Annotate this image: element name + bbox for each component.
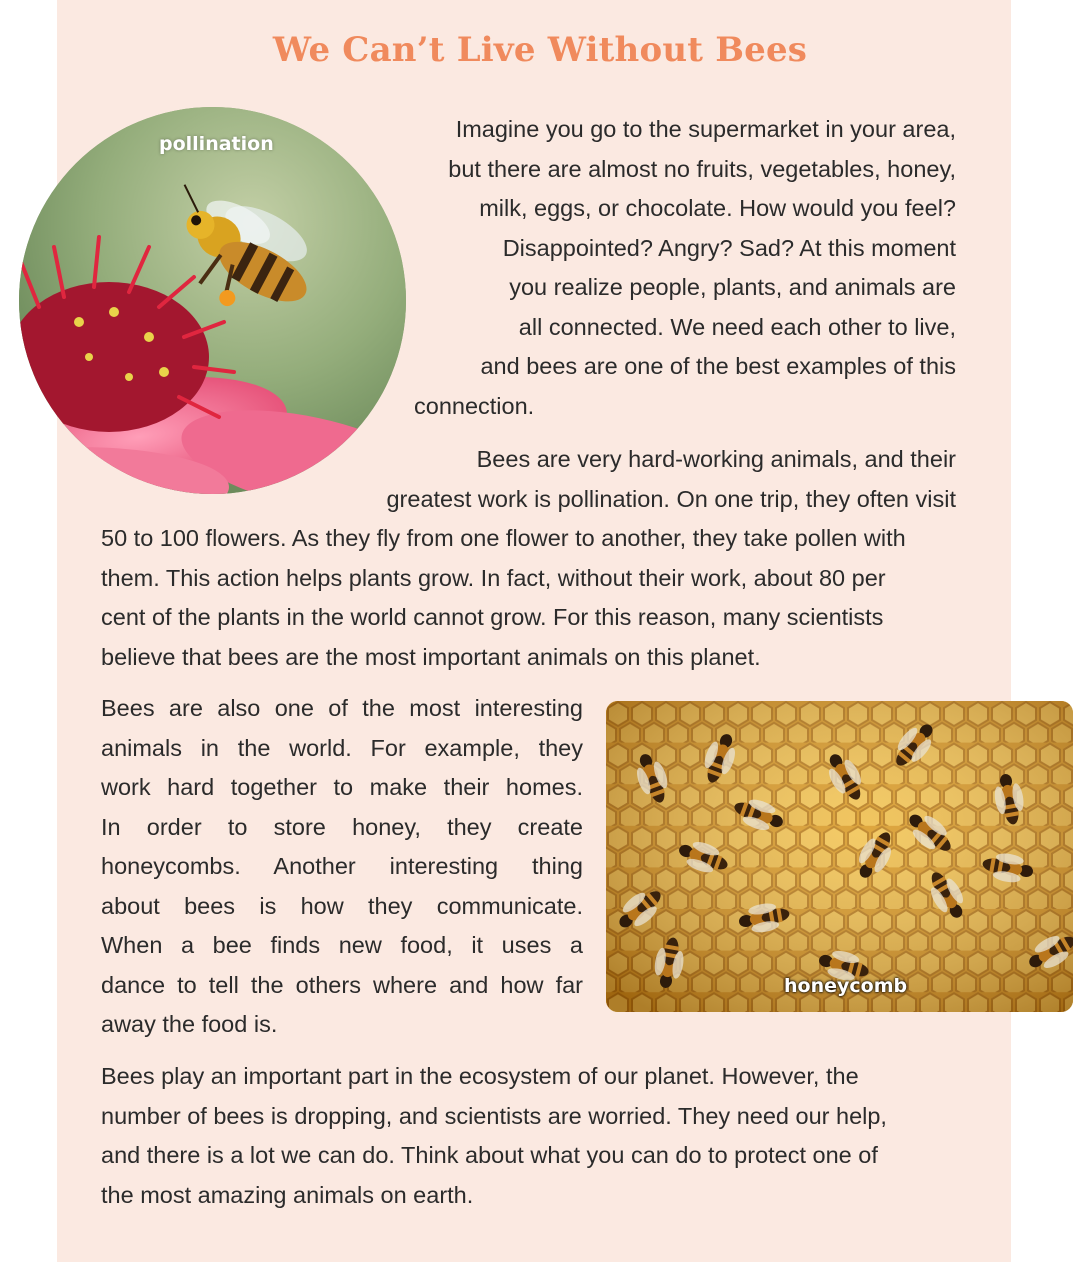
honeycomb-photo bbox=[606, 701, 1073, 1012]
text-line: cent of the plants in the world cannot grow. For this reason, many scientists bbox=[101, 604, 884, 630]
pollination-caption: pollination bbox=[159, 133, 274, 155]
text-line: you realize people, plants, and animals are bbox=[509, 274, 956, 300]
text-line: believe that bees are the most important animals on this planet. bbox=[101, 643, 761, 670]
text-line: about bees is how they communicate. bbox=[101, 892, 583, 919]
paragraph-4 bbox=[101, 1057, 956, 1215]
honeycomb-illustration bbox=[606, 701, 1073, 1012]
text-line: away the food is. bbox=[101, 1011, 278, 1037]
text-line: number of bees is dropping, and scientists are worried. They need our help, bbox=[101, 1102, 887, 1129]
text-line: dance to tell the others where and how far bbox=[101, 971, 583, 998]
paragraph-3 bbox=[101, 689, 583, 1045]
text-line: connection. bbox=[414, 392, 535, 419]
text-line: and bees are one of the best examples of this bbox=[480, 353, 956, 379]
text-line: milk, eggs, or chocolate. How would you feel? bbox=[479, 195, 956, 221]
text-line: Imagine you go to the supermarket in your area, bbox=[455, 116, 956, 142]
text-line: but there are almost no fruits, vegetables, honey, bbox=[448, 155, 956, 182]
text-line: Disappointed? Angry? Sad? At this moment bbox=[502, 234, 956, 261]
text-line: honeycombs. Another interesting thing bbox=[101, 853, 583, 879]
text-line: animals in the world. For example, they bbox=[101, 734, 583, 761]
bee-on-flower-illustration bbox=[19, 107, 406, 494]
paragraph-2 bbox=[101, 440, 956, 677]
text-line: Bees play an important part in the ecosystem of our planet. However, the bbox=[101, 1063, 859, 1089]
text-line: In order to store honey, they create bbox=[101, 813, 583, 840]
article-title: We Can’t Live Without Bees bbox=[272, 30, 808, 70]
text-line: When a bee finds new food, it uses a bbox=[101, 932, 583, 958]
text-line: them. This action helps plants grow. In fact, without their work, about 80 per bbox=[101, 564, 886, 591]
text-line: Bees are also one of the most interesting bbox=[101, 695, 583, 721]
text-line: greatest work is pollination. On one trip, they often visit bbox=[386, 485, 956, 512]
pollination-photo bbox=[19, 107, 406, 494]
text-line: the most amazing animals on earth. bbox=[101, 1181, 474, 1208]
paragraph-1 bbox=[360, 110, 956, 426]
text-line: all connected. We need each other to live, bbox=[518, 313, 956, 340]
text-line: and there is a lot we can do. Think about what you can do to protect one of bbox=[101, 1142, 878, 1168]
text-line: work hard together to make their homes. bbox=[101, 774, 583, 800]
text-line: 50 to 100 flowers. As they fly from one flower to another, they take pollen with bbox=[101, 525, 906, 551]
honeycomb-caption: honeycomb bbox=[784, 975, 908, 997]
text-line: Bees are very hard-working animals, and their bbox=[476, 446, 956, 472]
